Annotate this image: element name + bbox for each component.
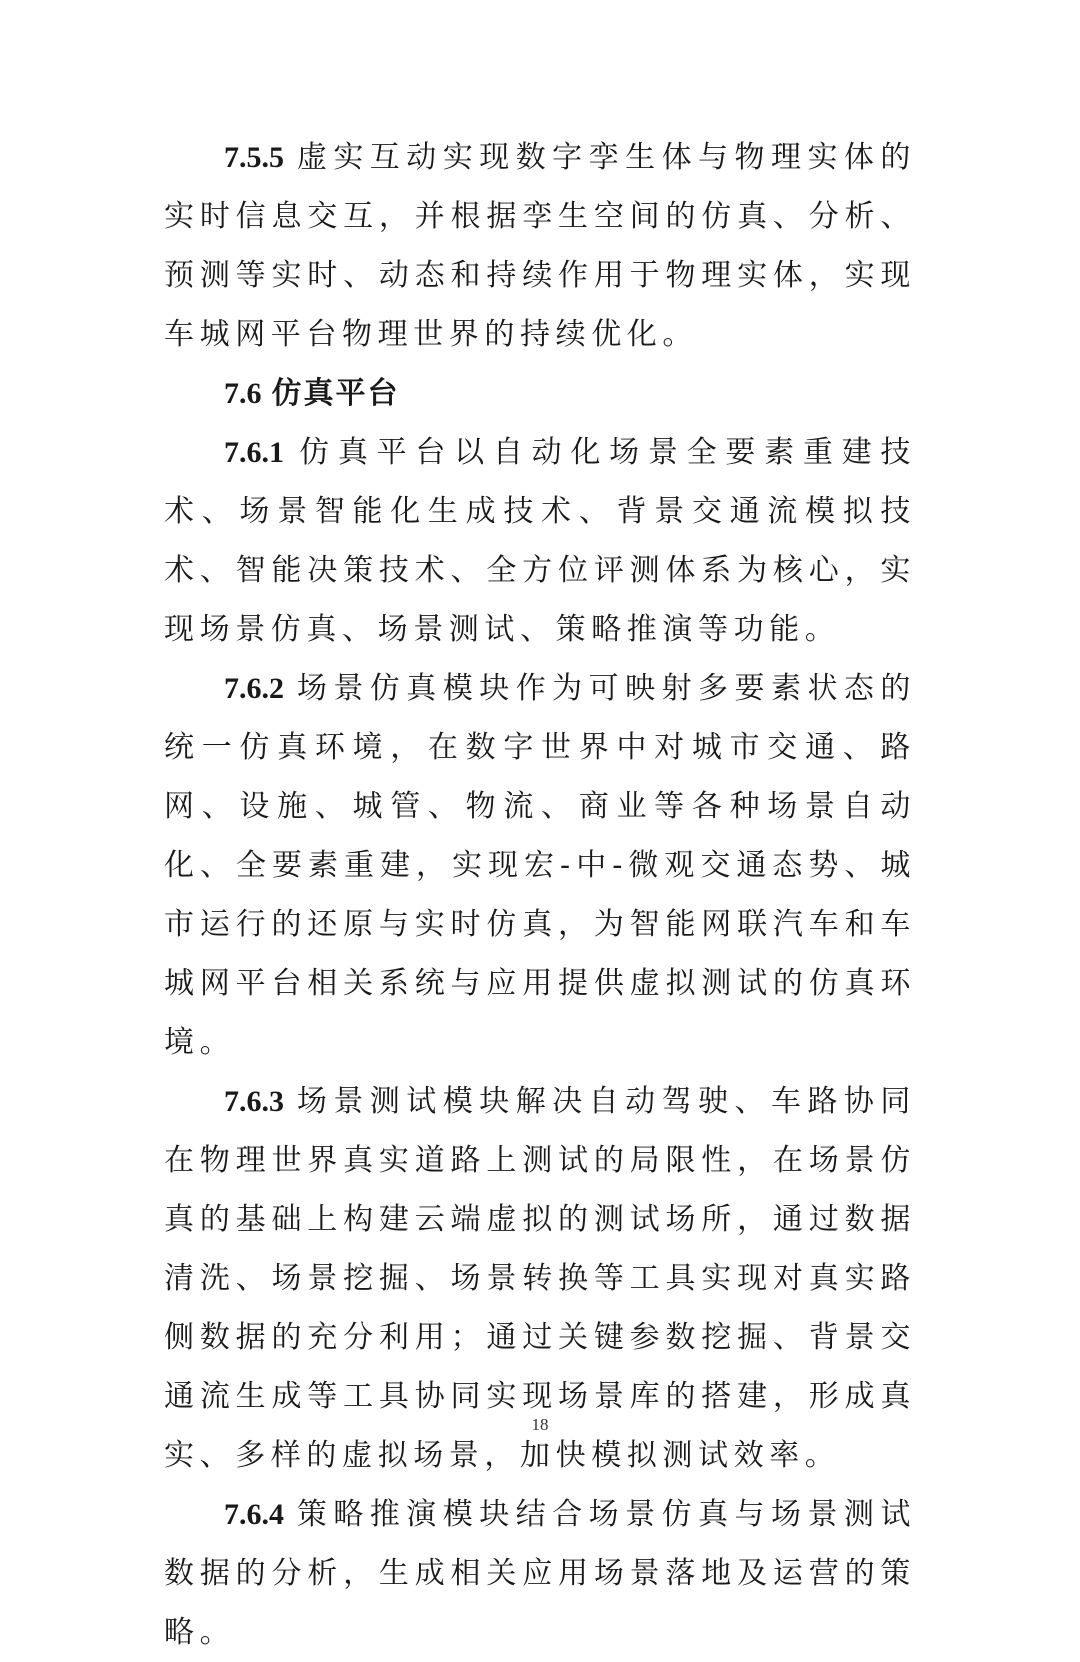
- page-number: 18: [531, 1415, 549, 1434]
- section-number: 7.6.3: [224, 1085, 284, 1118]
- paragraph-7-6-2: [164, 659, 916, 1072]
- paragraph-text: 场景测试模块解决自动驾驶、车路协同在物理世界真实道路上测试的局限性，在场景仿真的基础上构建云端虚拟的测试场所，通过数据清洗、场景挖掘、场景转换等工具实现对真实路侧数据的充分利用；通过关键参数挖掘、背景交通流生成等工具协同实现场景库的搭建，形成真实、多样的虚拟场景，加快模拟测试效率。: [164, 1084, 916, 1473]
- paragraph-text: 场景仿真模块作为可映射多要素状态的统一仿真环境，在数字世界中对城市交通、路网、设施、城管、物流、商业等各种场景自动化、全要素重建，实现宏-中-微观交通态势、城市运行的还原与实时仿真，为智能网联汽车和车城网平台相关系统与应用提供虚拟测试的仿真环境。: [164, 671, 916, 1060]
- section-number: 7.6.1: [224, 436, 284, 469]
- paragraph-text: 虚实互动实现数字孪生体与物理实体的实时信息交互，并根据孪生空间的仿真、分析、预测等实时、动态和持续作用于物理实体，实现车城网平台物理世界的持续优化。: [164, 140, 916, 352]
- section-number: 7.5.5: [224, 141, 284, 174]
- section-number: 7.6.4: [224, 1498, 284, 1531]
- section-heading-7-6: [164, 364, 916, 423]
- heading-text: 仿真平台: [271, 376, 400, 411]
- paragraph-text: 仿真平台以自动化场景全要素重建技术、场景智能化生成技术、背景交通流模拟技术、智能决策技术、全方位评测体系为核心，实现场景仿真、场景测试、策略推演等功能。: [164, 435, 916, 647]
- paragraph-7-6-4: [164, 1485, 916, 1662]
- section-number: 7.6: [224, 377, 262, 410]
- paragraph-7-5-5: [164, 128, 916, 364]
- paragraph-7-6-1: [164, 423, 916, 659]
- paragraph-text: 策略推演模块结合场景仿真与场景测试数据的分析，生成相关应用场景落地及运营的策略。: [164, 1497, 916, 1650]
- section-number: 7.6.2: [224, 672, 284, 705]
